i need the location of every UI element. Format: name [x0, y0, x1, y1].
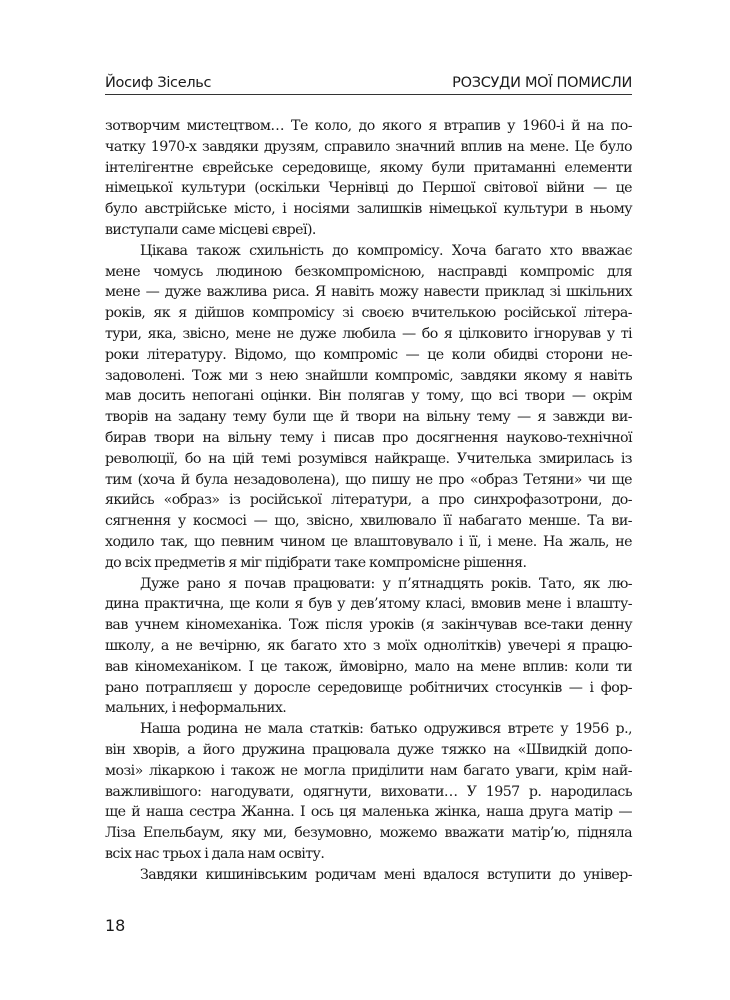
text-line: мав досить непогані оцінки. Він полягав у тому, що всі твори — окрім [105, 388, 632, 405]
text-line: мозі» лікаркою і також не могла приділити нам багато уваги, крім най- [105, 762, 632, 779]
text-line: творів на задану тему були ще й твори на вільну тему — я завжди ви- [105, 409, 632, 426]
running-head [105, 75, 632, 95]
text-line: школу, а не вечірню, як багато хто з моїх однолітків) увечері я працю- [105, 637, 632, 654]
text-line: рано потрапляєш у доросле середовище робітничих стосунків — і фор- [105, 679, 632, 696]
text-line: Наша родина не мала статків: батько одружився втретє у 1956 р., [140, 721, 632, 738]
text-line: дина практична, ще коли я був у дев’ятому класі, вмовив мене і влашту- [105, 596, 632, 613]
running-head-title: РОЗСУДИ МОЇ ПОМИСЛИ [452, 75, 632, 91]
text-line: років, як я дійшов компромісу зі своєю вчителькою російської літера- [105, 305, 632, 322]
paragraph [105, 719, 632, 865]
text-line: якийсь «образ» із російської літератури, а про синхрофазотрони, до- [105, 492, 632, 509]
text-line: Цікава також схильність до компромісу. Хоча багато хто вважає [140, 242, 632, 259]
text-line: задоволені. Тож ми з нею знайшли компроміс, завдяки якому я навіть [105, 367, 632, 384]
text-line: важливішого: нагодувати, одягнути, виховати… У 1957 р. народилась [105, 783, 632, 800]
text-line: бирав твори на вільну тему і писав про досягнення науково-технічної [105, 429, 632, 446]
paragraph [105, 574, 632, 720]
text-line: тури, яка, звісно, мене не дуже любила — бо я цілковито ігнорував у ті [105, 325, 632, 342]
text-line: вав кіномеханіком. І це також, ймовірно, мало на мене вплив: коли ти [105, 658, 632, 675]
text-line: тим (хоча й була незадоволена), що пишу не про «образ Тетяни» чи ще [105, 471, 632, 488]
text-line: роки літературу. Відомо, що компроміс — це коли обидві сторони не- [105, 346, 632, 363]
text-line: мене чомусь людиною безкомпромісною, насправді компроміс для [105, 263, 632, 280]
text-line: мене — дуже важлива риса. Я навіть можу навести приклад зі шкільних [105, 284, 632, 301]
text-line: німецької культури (оскільки Чернівці до Першої світової війни — це [105, 180, 632, 197]
text-line: ще й наша сестра Жанна. І ось ця маленька жінка, наша друга матір — [105, 804, 632, 821]
text-line: виступали саме місцеві євреї). [105, 221, 316, 238]
text-line: було австрійське місто, і носіями залишків німецької культури в ньому [105, 201, 632, 218]
text-line: сягнення у космосі — що, звісно, хвилювало її набагато менше. Та ви- [105, 513, 632, 530]
text-line: Ліза Епельбаум, яку ми, безумовно, можемо вважати матір’ю, підняла [105, 825, 632, 842]
text-line: Завдяки кишинівським родичам мені вдалося вступити до універ- [140, 866, 632, 883]
paragraph [105, 116, 632, 241]
text-line: всіх нас трьох і дала нам освіту. [105, 845, 325, 862]
paragraph [105, 865, 632, 886]
text-line: Дуже рано я почав працювати: у п’ятнадцять років. Тато, як лю- [140, 575, 632, 592]
text-line: ходило так, що певним чином це влаштовувало і її, і мене. На жаль, не [105, 533, 632, 550]
text-line: він хворів, а його дружина працювала дуже тяжко на «Швидкій допо- [105, 741, 632, 758]
text-line: вав учнем кіномеханіка. Тож після уроків (я закінчував все-таки денну [105, 617, 632, 634]
body-text [105, 116, 632, 885]
text-line: зотворчим мистецтвом… Те коло, до якого я втрапив у 1960-і й на по- [105, 118, 632, 134]
text-line: мальних, і неформальних. [105, 700, 287, 717]
text-line: інтелігентне єврейське середовище, якому були притаманні елементи [105, 159, 632, 176]
page-number: 18 [105, 916, 126, 935]
paragraph [105, 241, 632, 574]
text-line: до всіх предметів я міг підібрати таке компромісне рішення. [105, 554, 527, 571]
running-head-author: Йосиф Зісельс [105, 75, 212, 91]
text-line: революції, бо на цій темі розумівся найкраще. Учителька змирилась із [105, 450, 632, 467]
text-line: чатку 1970-х завдяки друзям, справило значний вплив на мене. Це було [105, 138, 632, 155]
